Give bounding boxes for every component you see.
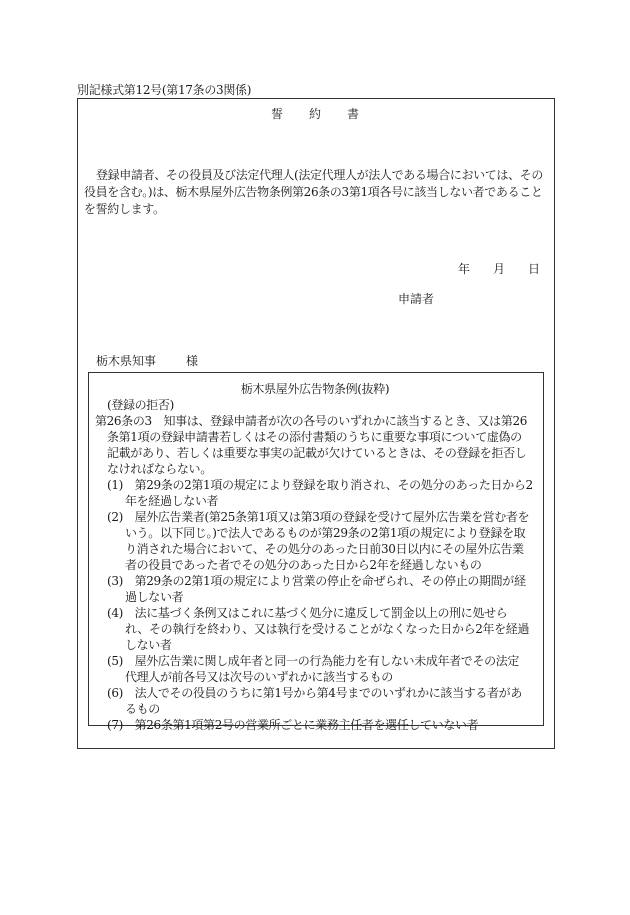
applicant-label: 申請者	[398, 292, 435, 306]
excerpt-line: 過しない者	[125, 590, 184, 604]
excerpt-line: (3) 第29条の2第1項の規定により営業の停止を命ぜられ、その停止の期間が経	[107, 574, 526, 588]
excerpt-subheading: (登録の拒否)	[107, 398, 174, 412]
pledge-line: を誓約します。	[84, 202, 165, 216]
addressee-honorific: 様	[186, 354, 199, 368]
date-month-label: 月	[493, 262, 506, 276]
excerpt-line: 条第1項の登録申請書若しくはその添付書類のうちに重要な事項について虚偽の	[107, 430, 522, 444]
excerpt-line: (5) 屋外広告業に関し成年者と同一の行為能力を有しない未成年者でその法定	[107, 654, 520, 668]
pledge-line: 役員を含む。)は、栃木県屋外広告物条例第26条の3第1項各号に該当しない者であること	[84, 185, 543, 199]
excerpt-heading: 栃木県屋外広告物条例(抜粋)	[240, 382, 390, 396]
excerpt-line: (2) 屋外広告業者(第25条第1項又は第3項の登録を受けて屋外広告業を営む者を	[107, 510, 530, 524]
excerpt-line: (6) 法人でその役員のうちに第1号から第4号までのいずれかに該当する者があ	[107, 686, 522, 700]
excerpt-line: 者の役員であった者でその処分のあった日から2年を経過しないもの	[125, 558, 482, 572]
addressee	[96, 354, 198, 368]
excerpt-line: しない者	[125, 638, 172, 652]
excerpt-line: 記載があり、若しくは重要な事実の記載が欠けているときは、その登録を拒否し	[107, 446, 527, 460]
excerpt-line: り消された場合において、その処分のあった日前30日以内にその屋外広告業	[125, 542, 524, 556]
excerpt-line: (1) 第29条の2第1項の規定により登録を取り消され、その処分のあった日から2	[107, 478, 533, 492]
excerpt-line: 年を経過しない者	[125, 494, 219, 508]
excerpt-line: 代理人が前各号又は次号のいずれかに該当するもの	[125, 670, 393, 684]
excerpt-line: 第26条の3 知事は、登録申請者が次の各号のいずれかに該当するとき、又は第26	[95, 414, 528, 428]
excerpt-line: いう。以下同じ。)で法人であるものが第29条の2第1項の規定により登録を取	[125, 526, 526, 540]
pledge-body	[84, 167, 548, 218]
document-title-text: 誓約書	[270, 107, 385, 121]
excerpt-line: なければならない。	[107, 462, 212, 476]
document-title	[0, 107, 630, 121]
date-day-label: 日	[528, 262, 541, 276]
excerpt-line: (7) 第26条第1項第2号の営業所ごとに業務主任者を選任していない者	[107, 718, 479, 732]
addressee-name: 栃木県知事	[96, 354, 157, 368]
excerpt-line: るもの	[125, 702, 160, 716]
pledge-line: 登録申請者、その役員及び法定代理人(法定代理人が法人である場合においては、その	[96, 168, 544, 182]
excerpt-line: (4) 法に基づく条例又はこれに基づく処分に違反して罰金以上の刑に処せら	[107, 606, 508, 620]
excerpt-line: れ、その執行を終わり、又は執行を受けることがなくなった日から2年を経過	[125, 622, 530, 636]
date-year-label: 年	[458, 262, 471, 276]
form-number-caption: 別記様式第12号(第17条の3関係)	[77, 83, 252, 97]
